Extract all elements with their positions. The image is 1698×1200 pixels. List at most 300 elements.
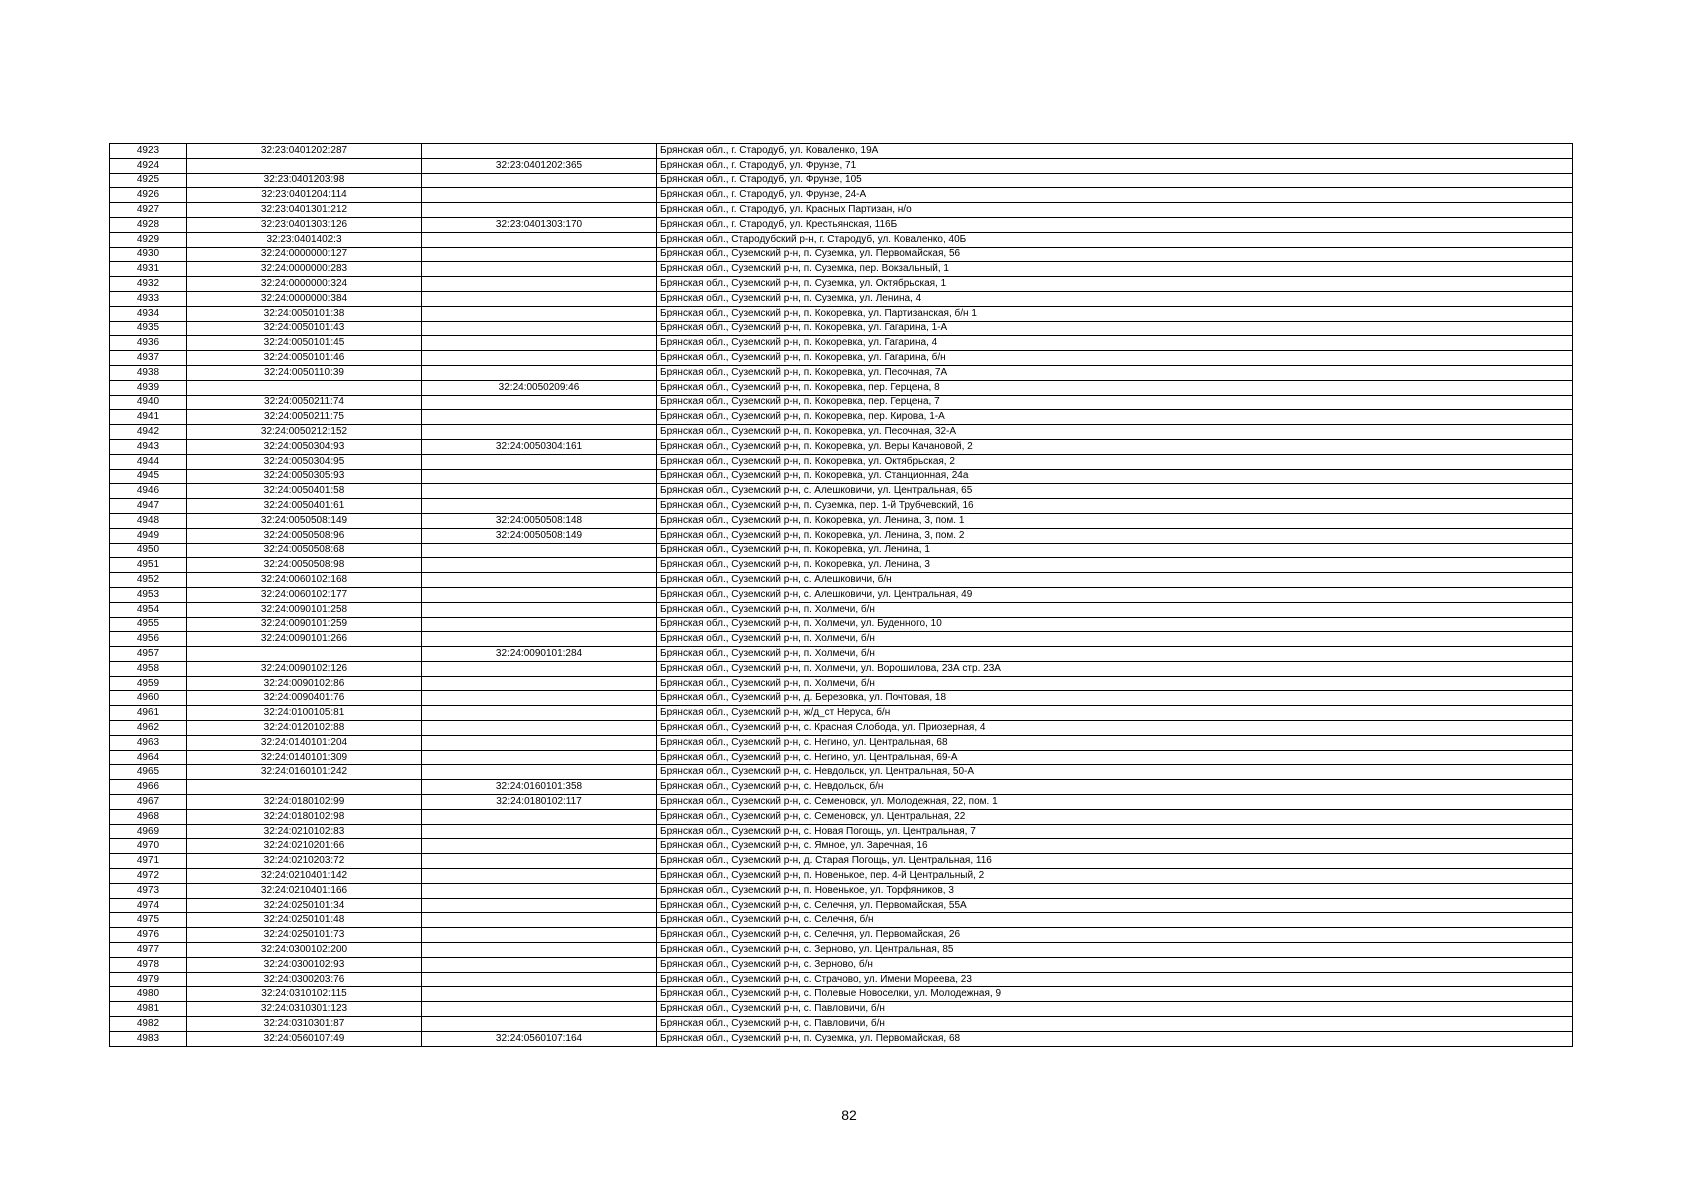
related-cadastral-number-cell [422, 676, 657, 691]
address-cell: Брянская обл., г. Стародуб, ул. Фрунзе, 71 [657, 158, 1573, 173]
related-cadastral-number-cell [422, 735, 657, 750]
table-row [110, 291, 1573, 306]
table-row [110, 854, 1573, 869]
related-cadastral-number-cell [422, 957, 657, 972]
address-cell: Брянская обл., Суземский р-н, п. Холмечи, б/н [657, 676, 1573, 691]
address-cell: Брянская обл., Суземский р-н, п. Кокоревка, пер. Герцена, 8 [657, 380, 1573, 395]
row-number-cell: 4954 [110, 602, 187, 617]
row-number-cell: 4958 [110, 661, 187, 676]
row-number-cell: 4934 [110, 306, 187, 321]
table-row [110, 262, 1573, 277]
address-cell: Брянская обл., Суземский р-н, с. Семеновск, ул. Центральная, 22 [657, 809, 1573, 824]
row-number-cell: 4928 [110, 217, 187, 232]
table-row [110, 173, 1573, 188]
related-cadastral-number-cell [422, 809, 657, 824]
address-cell: Брянская обл., Суземский р-н, с. Селечня, б/н [657, 913, 1573, 928]
row-number-cell: 4923 [110, 144, 187, 159]
row-number-cell: 4949 [110, 528, 187, 543]
table-row [110, 513, 1573, 528]
address-cell: Брянская обл., Суземский р-н, п. Суземка, ул. Ленина, 4 [657, 291, 1573, 306]
address-cell: Брянская обл., Суземский р-н, с. Селечня, ул. Первомайская, 26 [657, 928, 1573, 943]
address-cell: Брянская обл., Суземский р-н, п. Кокоревка, ул. Ленина, 1 [657, 543, 1573, 558]
address-cell: Брянская обл., Суземский р-н, п. Кокоревка, пер. Кирова, 1-А [657, 410, 1573, 425]
row-number-cell: 4945 [110, 469, 187, 484]
cadastral-number-cell: 32:24:0050211:75 [187, 410, 422, 425]
row-number-cell: 4933 [110, 291, 187, 306]
row-number-cell: 4931 [110, 262, 187, 277]
related-cadastral-number-cell [422, 765, 657, 780]
address-cell: Брянская обл., Суземский р-н, п. Холмечи, б/н [657, 632, 1573, 647]
row-number-cell: 4951 [110, 558, 187, 573]
related-cadastral-number-cell: 32:24:0180102:117 [422, 795, 657, 810]
address-cell: Брянская обл., Суземский р-н, п. Суземка, ул. Первомайская, 56 [657, 247, 1573, 262]
related-cadastral-number-cell: 32:24:0050209:46 [422, 380, 657, 395]
related-cadastral-number-cell [422, 395, 657, 410]
address-cell: Брянская обл., Суземский р-н, с. Павловичи, б/н [657, 1017, 1573, 1032]
related-cadastral-number-cell [422, 336, 657, 351]
address-cell: Брянская обл., Суземский р-н, п. Кокоревка, ул. Веры Качановой, 2 [657, 439, 1573, 454]
row-number-cell: 4946 [110, 484, 187, 499]
table-row [110, 217, 1573, 232]
cadastral-number-cell: 32:24:0060102:177 [187, 587, 422, 602]
row-number-cell: 4932 [110, 277, 187, 292]
table-row [110, 987, 1573, 1002]
related-cadastral-number-cell [422, 972, 657, 987]
table-row [110, 602, 1573, 617]
cadastral-number-cell: 32:24:0090102:126 [187, 661, 422, 676]
row-number-cell: 4966 [110, 780, 187, 795]
cadastral-number-cell: 32:24:0090101:259 [187, 617, 422, 632]
related-cadastral-number-cell: 32:24:0050304:161 [422, 439, 657, 454]
address-cell: Брянская обл., Суземский р-н, п. Кокоревка, ул. Песочная, 7А [657, 365, 1573, 380]
table-row [110, 232, 1573, 247]
address-cell: Брянская обл., Суземский р-н, п. Кокоревка, пер. Герцена, 7 [657, 395, 1573, 410]
cadastral-number-cell: 32:24:0090101:266 [187, 632, 422, 647]
related-cadastral-number-cell [422, 987, 657, 1002]
row-number-cell: 4978 [110, 957, 187, 972]
table-row [110, 543, 1573, 558]
cadastral-number-cell: 32:24:0090101:258 [187, 602, 422, 617]
table-row [110, 1002, 1573, 1017]
cadastral-number-cell: 32:23:0401402:3 [187, 232, 422, 247]
row-number-cell: 4973 [110, 883, 187, 898]
address-cell: Брянская обл., Суземский р-н, п. Кокоревка, ул. Песочная, 32-А [657, 425, 1573, 440]
address-cell: Брянская обл., г. Стародуб, ул. Фрунзе, 105 [657, 173, 1573, 188]
address-cell: Брянская обл., Суземский р-н, п. Кокоревка, ул. Гагарина, 1-А [657, 321, 1573, 336]
table-row [110, 676, 1573, 691]
cadastral-number-cell: 32:24:0050101:43 [187, 321, 422, 336]
table-row [110, 913, 1573, 928]
address-cell: Брянская обл., Суземский р-н, ж/д_ст Неруса, б/н [657, 706, 1573, 721]
table-row [110, 203, 1573, 218]
related-cadastral-number-cell [422, 232, 657, 247]
table-row [110, 735, 1573, 750]
related-cadastral-number-cell [422, 824, 657, 839]
cadastral-number-cell: 32:24:0060102:168 [187, 573, 422, 588]
related-cadastral-number-cell [422, 587, 657, 602]
row-number-cell: 4971 [110, 854, 187, 869]
row-number-cell: 4960 [110, 691, 187, 706]
cadastral-number-cell: 32:24:0090102:86 [187, 676, 422, 691]
table-row [110, 425, 1573, 440]
address-cell: Брянская обл., Суземский р-н, с. Семеновск, ул. Молодежная, 22, пом. 1 [657, 795, 1573, 810]
related-cadastral-number-cell [422, 913, 657, 928]
address-cell: Брянская обл., Суземский р-н, с. Зерново, ул. Центральная, 85 [657, 943, 1573, 958]
address-cell: Брянская обл., Суземский р-н, п. Кокоревка, ул. Октябрьская, 2 [657, 454, 1573, 469]
related-cadastral-number-cell [422, 617, 657, 632]
row-number-cell: 4981 [110, 1002, 187, 1017]
cadastral-number-cell: 32:24:0090401:76 [187, 691, 422, 706]
row-number-cell: 4968 [110, 809, 187, 824]
related-cadastral-number-cell [422, 558, 657, 573]
table-row [110, 306, 1573, 321]
cadastral-number-cell: 32:24:0210203:72 [187, 854, 422, 869]
cadastral-number-cell [187, 380, 422, 395]
row-number-cell: 4929 [110, 232, 187, 247]
row-number-cell: 4964 [110, 750, 187, 765]
cadastral-number-cell: 32:24:0210102:83 [187, 824, 422, 839]
row-number-cell: 4962 [110, 721, 187, 736]
related-cadastral-number-cell [422, 898, 657, 913]
table-row [110, 351, 1573, 366]
related-cadastral-number-cell [422, 499, 657, 514]
row-number-cell: 4967 [110, 795, 187, 810]
cadastral-number-cell: 32:23:0401301:212 [187, 203, 422, 218]
cadastral-number-cell: 32:24:0210401:166 [187, 883, 422, 898]
address-cell: Брянская обл., Стародубский р-н, г. Стародуб, ул. Коваленко, 40Б [657, 232, 1573, 247]
row-number-cell: 4927 [110, 203, 187, 218]
table-row [110, 1031, 1573, 1046]
table-row [110, 395, 1573, 410]
row-number-cell: 4947 [110, 499, 187, 514]
table-row [110, 380, 1573, 395]
address-cell: Брянская обл., Суземский р-н, п. Холмечи, ул. Ворошилова, 23А стр. 23А [657, 661, 1573, 676]
related-cadastral-number-cell: 32:23:0401303:170 [422, 217, 657, 232]
address-cell: Брянская обл., Суземский р-н, с. Зерново, б/н [657, 957, 1573, 972]
address-cell: Брянская обл., Суземский р-н, п. Холмечи, б/н [657, 647, 1573, 662]
table-row [110, 247, 1573, 262]
address-cell: Брянская обл., Суземский р-н, с. Невдольск, б/н [657, 780, 1573, 795]
related-cadastral-number-cell [422, 602, 657, 617]
row-number-cell: 4982 [110, 1017, 187, 1032]
row-number-cell: 4943 [110, 439, 187, 454]
related-cadastral-number-cell [422, 469, 657, 484]
row-number-cell: 4976 [110, 928, 187, 943]
row-number-cell: 4972 [110, 869, 187, 884]
address-cell: Брянская обл., Суземский р-н, п. Суземка, ул. Первомайская, 68 [657, 1031, 1573, 1046]
related-cadastral-number-cell [422, 943, 657, 958]
address-cell: Брянская обл., Суземский р-н, п. Кокоревка, ул. Гагарина, б/н [657, 351, 1573, 366]
related-cadastral-number-cell [422, 262, 657, 277]
row-number-cell: 4959 [110, 676, 187, 691]
table-row [110, 277, 1573, 292]
cadastral-number-cell: 32:24:0000000:324 [187, 277, 422, 292]
cadastral-number-cell: 32:24:0310301:123 [187, 1002, 422, 1017]
address-cell: Брянская обл., Суземский р-н, п. Холмечи, б/н [657, 602, 1573, 617]
related-cadastral-number-cell [422, 1017, 657, 1032]
address-cell: Брянская обл., Суземский р-н, с. Селечня, ул. Первомайская, 55А [657, 898, 1573, 913]
cadastral-number-cell: 32:24:0300203:76 [187, 972, 422, 987]
related-cadastral-number-cell [422, 247, 657, 262]
related-cadastral-number-cell [422, 721, 657, 736]
table-row [110, 528, 1573, 543]
address-cell: Брянская обл., Суземский р-н, с. Негино, ул. Центральная, 69-А [657, 750, 1573, 765]
table-row [110, 750, 1573, 765]
related-cadastral-number-cell [422, 351, 657, 366]
cadastral-number-cell: 32:23:0401303:126 [187, 217, 422, 232]
cadastral-number-cell: 32:24:0180102:99 [187, 795, 422, 810]
related-cadastral-number-cell: 32:23:0401202:365 [422, 158, 657, 173]
row-number-cell: 4977 [110, 943, 187, 958]
table-row [110, 883, 1573, 898]
related-cadastral-number-cell [422, 839, 657, 854]
table-row [110, 469, 1573, 484]
related-cadastral-number-cell [422, 410, 657, 425]
cadastral-number-cell: 32:24:0050305:93 [187, 469, 422, 484]
cadastral-number-cell: 32:24:0210401:142 [187, 869, 422, 884]
cadastral-number-cell: 32:23:0401203:98 [187, 173, 422, 188]
row-number-cell: 4924 [110, 158, 187, 173]
address-cell: Брянская обл., Суземский р-н, с. Алешковичи, б/н [657, 573, 1573, 588]
related-cadastral-number-cell [422, 173, 657, 188]
related-cadastral-number-cell: 32:24:0090101:284 [422, 647, 657, 662]
cadastral-number-cell: 32:23:0401204:114 [187, 188, 422, 203]
address-cell: Брянская обл., г. Стародуб, ул. Фрунзе, 24-А [657, 188, 1573, 203]
table-row [110, 499, 1573, 514]
table-row [110, 144, 1573, 159]
cadastral-number-cell: 32:24:0310301:87 [187, 1017, 422, 1032]
table-row [110, 928, 1573, 943]
row-number-cell: 4979 [110, 972, 187, 987]
table-row [110, 957, 1573, 972]
table-row [110, 1017, 1573, 1032]
address-cell: Брянская обл., Суземский р-н, п. Суземка, пер. 1-й Трубчевский, 16 [657, 499, 1573, 514]
cadastral-number-cell: 32:24:0000000:384 [187, 291, 422, 306]
cadastral-number-cell: 32:24:0250101:73 [187, 928, 422, 943]
table-row [110, 573, 1573, 588]
related-cadastral-number-cell [422, 543, 657, 558]
address-cell: Брянская обл., Суземский р-н, п. Суземка, пер. Вокзальный, 1 [657, 262, 1573, 277]
related-cadastral-number-cell [422, 188, 657, 203]
table-row [110, 321, 1573, 336]
table-row [110, 439, 1573, 454]
row-number-cell: 4953 [110, 587, 187, 602]
registry-table [109, 143, 1573, 1047]
address-cell: Брянская обл., Суземский р-н, с. Полевые Новоселки, ул. Молодежная, 9 [657, 987, 1573, 1002]
related-cadastral-number-cell [422, 632, 657, 647]
row-number-cell: 4952 [110, 573, 187, 588]
cadastral-number-cell: 32:24:0300102:93 [187, 957, 422, 972]
table-row [110, 188, 1573, 203]
cadastral-number-cell: 32:24:0140101:204 [187, 735, 422, 750]
row-number-cell: 4955 [110, 617, 187, 632]
address-cell: Брянская обл., Суземский р-н, д. Старая Погощь, ул. Центральная, 116 [657, 854, 1573, 869]
related-cadastral-number-cell [422, 928, 657, 943]
address-cell: Брянская обл., г. Стародуб, ул. Коваленко, 19А [657, 144, 1573, 159]
cadastral-number-cell: 32:24:0050401:58 [187, 484, 422, 499]
cadastral-number-cell: 32:24:0560107:49 [187, 1031, 422, 1046]
cadastral-number-cell: 32:24:0050110:39 [187, 365, 422, 380]
address-cell: Брянская обл., Суземский р-н, с. Новая Погощь, ул. Центральная, 7 [657, 824, 1573, 839]
table-row [110, 336, 1573, 351]
table-row [110, 617, 1573, 632]
cadastral-number-cell: 32:24:0000000:283 [187, 262, 422, 277]
table-row [110, 972, 1573, 987]
table-row [110, 943, 1573, 958]
related-cadastral-number-cell [422, 750, 657, 765]
row-number-cell: 4944 [110, 454, 187, 469]
related-cadastral-number-cell [422, 144, 657, 159]
table-row [110, 410, 1573, 425]
cadastral-number-cell: 32:24:0180102:98 [187, 809, 422, 824]
cadastral-number-cell: 32:24:0050508:98 [187, 558, 422, 573]
row-number-cell: 4961 [110, 706, 187, 721]
row-number-cell: 4925 [110, 173, 187, 188]
row-number-cell: 4948 [110, 513, 187, 528]
cadastral-number-cell: 32:24:0160101:242 [187, 765, 422, 780]
cadastral-number-cell: 32:24:0050401:61 [187, 499, 422, 514]
related-cadastral-number-cell [422, 854, 657, 869]
address-cell: Брянская обл., Суземский р-н, с. Страчово, ул. Имени Мореева, 23 [657, 972, 1573, 987]
related-cadastral-number-cell [422, 277, 657, 292]
table-row [110, 839, 1573, 854]
address-cell: Брянская обл., Суземский р-н, п. Новенькое, пер. 4-й Центральный, 2 [657, 869, 1573, 884]
table-row [110, 780, 1573, 795]
related-cadastral-number-cell: 32:24:0560107:164 [422, 1031, 657, 1046]
row-number-cell: 4926 [110, 188, 187, 203]
related-cadastral-number-cell: 32:24:0050508:149 [422, 528, 657, 543]
row-number-cell: 4935 [110, 321, 187, 336]
table-row [110, 158, 1573, 173]
related-cadastral-number-cell [422, 573, 657, 588]
cadastral-number-cell: 32:24:0050101:45 [187, 336, 422, 351]
related-cadastral-number-cell [422, 203, 657, 218]
table-row [110, 454, 1573, 469]
address-cell: Брянская обл., Суземский р-н, с. Алешковичи, ул. Центральная, 49 [657, 587, 1573, 602]
related-cadastral-number-cell [422, 291, 657, 306]
related-cadastral-number-cell [422, 706, 657, 721]
address-cell: Брянская обл., Суземский р-н, п. Кокоревка, ул. Ленина, 3, пом. 2 [657, 528, 1573, 543]
cadastral-number-cell: 32:24:0000000:127 [187, 247, 422, 262]
related-cadastral-number-cell [422, 691, 657, 706]
cadastral-number-cell: 32:24:0300102:200 [187, 943, 422, 958]
cadastral-number-cell: 32:24:0050304:93 [187, 439, 422, 454]
cadastral-number-cell: 32:24:0050212:152 [187, 425, 422, 440]
row-number-cell: 4970 [110, 839, 187, 854]
row-number-cell: 4969 [110, 824, 187, 839]
row-number-cell: 4950 [110, 543, 187, 558]
cadastral-number-cell [187, 158, 422, 173]
related-cadastral-number-cell [422, 365, 657, 380]
table-row [110, 765, 1573, 780]
address-cell: Брянская обл., Суземский р-н, п. Кокоревка, ул. Станционная, 24а [657, 469, 1573, 484]
address-cell: Брянская обл., Суземский р-н, п. Новенькое, ул. Торфяников, 3 [657, 883, 1573, 898]
table-row [110, 706, 1573, 721]
registry-table-body [110, 144, 1573, 1047]
related-cadastral-number-cell [422, 425, 657, 440]
row-number-cell: 4965 [110, 765, 187, 780]
address-cell: Брянская обл., Суземский р-н, п. Кокоревка, ул. Ленина, 3, пом. 1 [657, 513, 1573, 528]
table-row [110, 869, 1573, 884]
table-row [110, 809, 1573, 824]
related-cadastral-number-cell [422, 661, 657, 676]
table-row [110, 558, 1573, 573]
cadastral-number-cell: 32:24:0050211:74 [187, 395, 422, 410]
address-cell: Брянская обл., Суземский р-н, п. Кокоревка, ул. Ленина, 3 [657, 558, 1573, 573]
cadastral-number-cell: 32:24:0050508:96 [187, 528, 422, 543]
address-cell: Брянская обл., Суземский р-н, п. Кокоревка, ул. Партизанская, б/н 1 [657, 306, 1573, 321]
table-row [110, 484, 1573, 499]
row-number-cell: 4941 [110, 410, 187, 425]
row-number-cell: 4956 [110, 632, 187, 647]
related-cadastral-number-cell [422, 306, 657, 321]
table-row [110, 661, 1573, 676]
cadastral-number-cell: 32:24:0050304:95 [187, 454, 422, 469]
row-number-cell: 4936 [110, 336, 187, 351]
table-row [110, 587, 1573, 602]
row-number-cell: 4938 [110, 365, 187, 380]
table-row [110, 691, 1573, 706]
table-row [110, 795, 1573, 810]
address-cell: Брянская обл., Суземский р-н, с. Ямное, ул. Заречная, 16 [657, 839, 1573, 854]
row-number-cell: 4937 [110, 351, 187, 366]
related-cadastral-number-cell [422, 1002, 657, 1017]
row-number-cell: 4930 [110, 247, 187, 262]
cadastral-number-cell: 32:24:0050101:46 [187, 351, 422, 366]
cadastral-number-cell: 32:24:0140101:309 [187, 750, 422, 765]
cadastral-number-cell: 32:24:0210201:66 [187, 839, 422, 854]
address-cell: Брянская обл., Суземский р-н, п. Кокоревка, ул. Гагарина, 4 [657, 336, 1573, 351]
row-number-cell: 4974 [110, 898, 187, 913]
related-cadastral-number-cell [422, 454, 657, 469]
address-cell: Брянская обл., Суземский р-н, с. Невдольск, ул. Центральная, 50-А [657, 765, 1573, 780]
cadastral-number-cell: 32:24:0050508:149 [187, 513, 422, 528]
address-cell: Брянская обл., Суземский р-н, д. Березовка, ул. Почтовая, 18 [657, 691, 1573, 706]
cadastral-number-cell: 32:24:0250101:48 [187, 913, 422, 928]
cadastral-number-cell: 32:24:0050101:38 [187, 306, 422, 321]
table-row [110, 365, 1573, 380]
cadastral-number-cell: 32:24:0120102:88 [187, 721, 422, 736]
table-row [110, 898, 1573, 913]
related-cadastral-number-cell: 32:24:0160101:358 [422, 780, 657, 795]
row-number-cell: 4975 [110, 913, 187, 928]
cadastral-number-cell [187, 780, 422, 795]
cadastral-number-cell: 32:24:0250101:34 [187, 898, 422, 913]
cadastral-number-cell: 32:23:0401202:287 [187, 144, 422, 159]
row-number-cell: 4957 [110, 647, 187, 662]
page-number: 82 [841, 1107, 857, 1123]
table-row [110, 824, 1573, 839]
related-cadastral-number-cell [422, 321, 657, 336]
row-number-cell: 4942 [110, 425, 187, 440]
row-number-cell: 4963 [110, 735, 187, 750]
address-cell: Брянская обл., Суземский р-н, с. Негино, ул. Центральная, 68 [657, 735, 1573, 750]
address-cell: Брянская обл., Суземский р-н, с. Алешковичи, ул. Центральная, 65 [657, 484, 1573, 499]
address-cell: Брянская обл., г. Стародуб, ул. Красных Партизан, н/о [657, 203, 1573, 218]
cadastral-number-cell [187, 647, 422, 662]
cadastral-number-cell: 32:24:0050508:68 [187, 543, 422, 558]
related-cadastral-number-cell [422, 883, 657, 898]
table-row [110, 632, 1573, 647]
address-cell: Брянская обл., г. Стародуб, ул. Крестьянская, 116Б [657, 217, 1573, 232]
address-cell: Брянская обл., Суземский р-н, п. Холмечи, ул. Буденного, 10 [657, 617, 1573, 632]
related-cadastral-number-cell: 32:24:0050508:148 [422, 513, 657, 528]
address-cell: Брянская обл., Суземский р-н, с. Красная Слобода, ул. Приозерная, 4 [657, 721, 1573, 736]
row-number-cell: 4980 [110, 987, 187, 1002]
related-cadastral-number-cell [422, 484, 657, 499]
address-cell: Брянская обл., Суземский р-н, с. Павловичи, б/н [657, 1002, 1573, 1017]
table-row [110, 721, 1573, 736]
